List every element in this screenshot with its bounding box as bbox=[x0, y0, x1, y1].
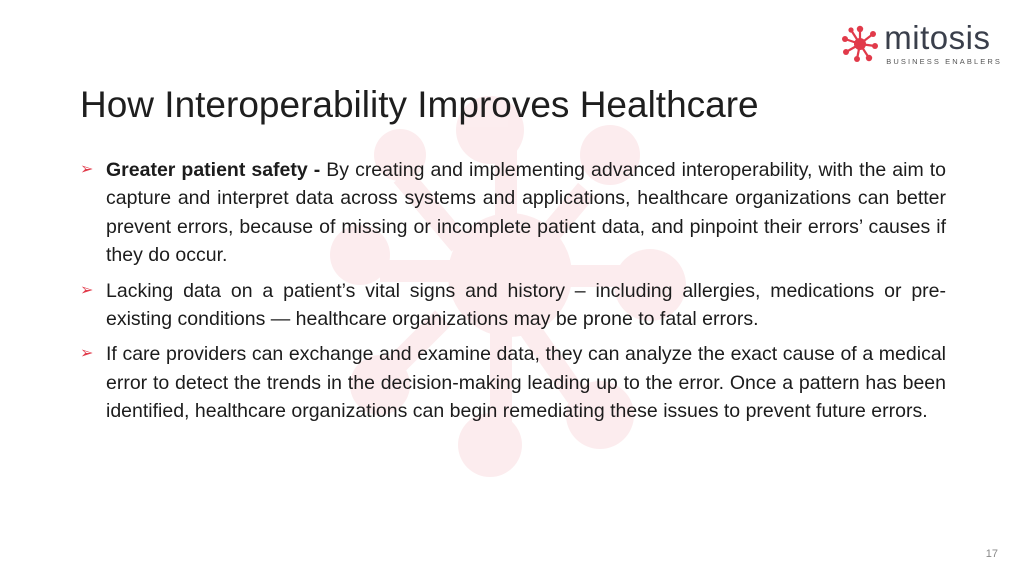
bullet-body: By creating and implementing advanced interoperability, with the aim to capture and interpret data across systems and applications, healthcare organizations can better prevent errors, because of missing or incomplete patient data, and pinpoint their errors’ causes if they do occur. bbox=[106, 159, 947, 267]
bullet-body: If care providers can exchange and examine data, they can analyze the exact cause of a medical error to detect the trends in the decision-making leading up to the error. Once a pattern has been identified, healthcare organizations can begin remediating these issues to prevent future errors. bbox=[106, 343, 946, 423]
slide-title: How Interoperability Improves Healthcare bbox=[80, 84, 759, 125]
arrow-bullet-icon: ➢ bbox=[80, 345, 94, 363]
molecule-icon bbox=[840, 24, 880, 64]
bullet-text bbox=[106, 156, 946, 270]
bullet-item bbox=[80, 156, 946, 270]
bullet-list bbox=[80, 156, 946, 433]
bullet-text bbox=[106, 340, 946, 425]
page-number: 17 bbox=[985, 548, 998, 560]
bullet-item bbox=[80, 340, 946, 425]
bullet-text bbox=[106, 277, 946, 334]
brand-tagline: BUSINESS ENABLERS bbox=[886, 57, 1002, 66]
brand-name: mitosis bbox=[884, 19, 991, 56]
bullet-lead: Greater patient safety - bbox=[106, 159, 321, 181]
brand-logo bbox=[840, 19, 1002, 66]
arrow-bullet-icon: ➢ bbox=[80, 281, 94, 299]
bullet-item bbox=[80, 277, 946, 334]
arrow-bullet-icon: ➢ bbox=[80, 161, 94, 178]
bullet-body: Lacking data on a patient’s vital signs and history – including allergies, medications or pre-existing conditions — healthcare organizations may be prone to fatal errors. bbox=[106, 279, 946, 331]
